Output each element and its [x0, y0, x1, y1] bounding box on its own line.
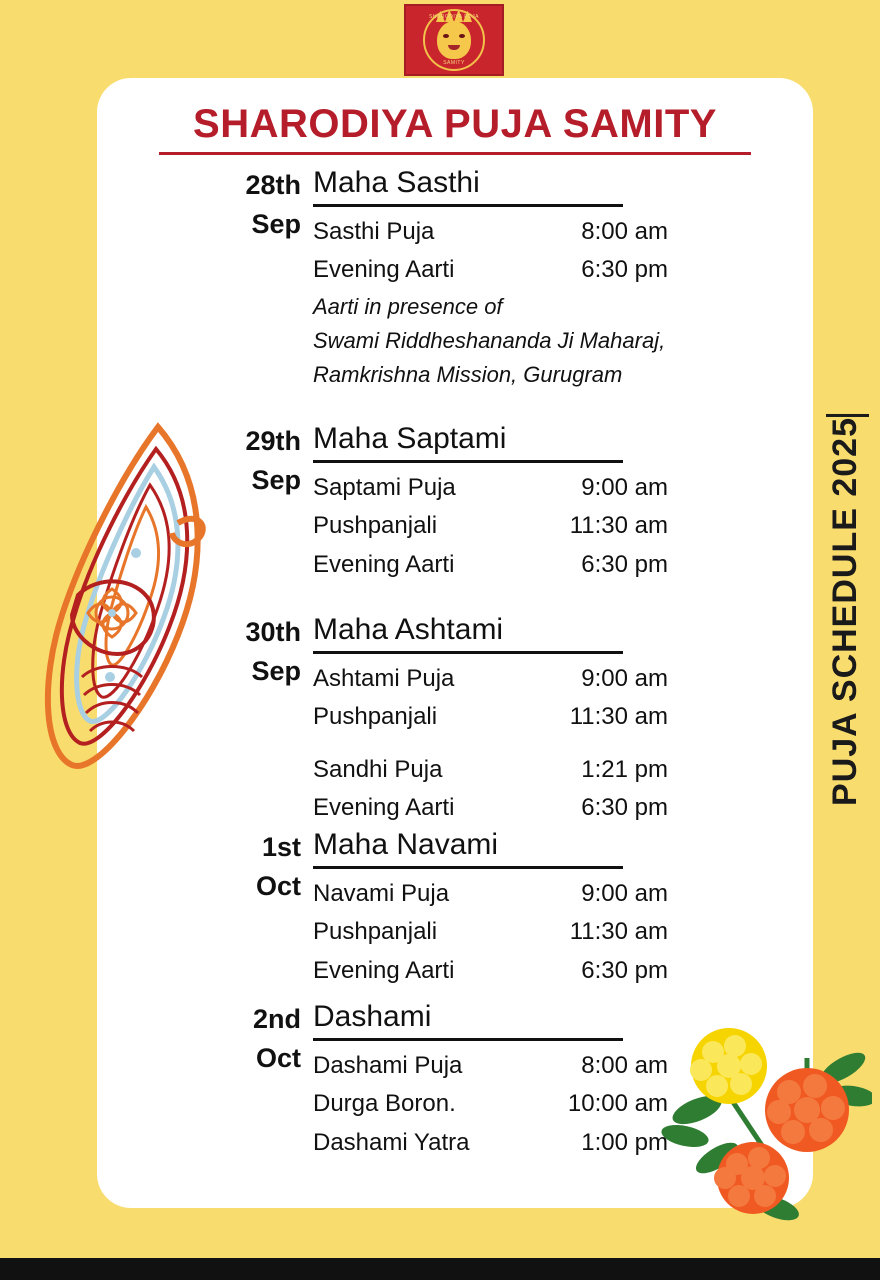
- title-divider: [159, 152, 751, 155]
- date-day: 28th: [245, 170, 301, 200]
- event-time: 9:00 am: [581, 474, 668, 501]
- event-time: 1:00 pm: [581, 1128, 668, 1156]
- day-body: [313, 422, 777, 584]
- event-name: Ashtami Puja: [313, 665, 455, 692]
- event-name: Pushpanjali: [313, 703, 438, 731]
- event-row: [313, 251, 777, 289]
- day-body: [313, 166, 777, 392]
- paisley-ornament: [38, 415, 218, 820]
- date-day: 29th: [245, 426, 301, 456]
- day-title: Maha Ashtami: [313, 613, 623, 654]
- event-name: Pushpanjali: [313, 918, 438, 946]
- bottom-bar: [0, 1258, 880, 1280]
- event-time: 8:00 am: [581, 218, 668, 245]
- event-time: 11:30 am: [569, 918, 668, 946]
- day-title: Maha Sasthi: [313, 166, 623, 207]
- day-body: [313, 828, 777, 990]
- side-title: [820, 330, 874, 890]
- event-row: [313, 913, 777, 951]
- date-label: [217, 422, 313, 584]
- event-time: 11:30 am: [569, 512, 668, 540]
- date-month: Sep: [251, 656, 301, 687]
- event-row: [313, 789, 777, 827]
- date-month: Oct: [255, 1043, 301, 1074]
- event-rows: [313, 660, 777, 828]
- event-row: [313, 751, 777, 789]
- logo-emblem: [423, 9, 485, 71]
- event-name: Sasthi Puja: [313, 218, 435, 245]
- note-line: Aarti in presence of: [313, 293, 503, 319]
- event-row: [313, 952, 777, 990]
- event-name: Evening Aarti: [313, 956, 455, 984]
- event-row: [313, 875, 777, 913]
- event-rows: [313, 875, 777, 990]
- event-name: Evening Aarti: [313, 256, 455, 284]
- event-time: 6:30 pm: [581, 256, 668, 284]
- event-time: 9:00 am: [581, 880, 668, 907]
- samity-logo: [404, 4, 504, 76]
- note-line: Swami Riddheshananda Ji Maharaj,: [313, 327, 666, 353]
- event-row: [313, 546, 777, 584]
- event-rows: [313, 469, 777, 584]
- event-time: 6:30 pm: [581, 794, 668, 822]
- logo-text-bottom: SAMITY: [443, 60, 465, 66]
- event-row: [313, 507, 777, 545]
- logo-text-top: SHARODIYA PUJA: [429, 14, 479, 20]
- event-name: Evening Aarti: [313, 550, 455, 578]
- date-month: Sep: [251, 209, 301, 240]
- event-row: [313, 213, 777, 251]
- event-time: 10:00 am: [567, 1090, 668, 1118]
- day-title: Dashami: [313, 1000, 623, 1041]
- event-name: Durga Boron.: [313, 1090, 456, 1118]
- date-month: Oct: [255, 871, 301, 902]
- date-label: [217, 613, 313, 828]
- page-title: SHARODIYA PUJA SAMITY: [193, 102, 717, 146]
- day-block-saptami: [217, 422, 777, 584]
- day-block-navami: [217, 828, 777, 990]
- event-name: Evening Aarti: [313, 794, 455, 822]
- event-time: 9:00 am: [581, 665, 668, 692]
- day-note: [313, 290, 777, 392]
- day-title: Maha Saptami: [313, 422, 623, 463]
- event-time: 6:30 pm: [581, 956, 668, 984]
- marigold-flowers: [657, 1018, 872, 1228]
- event-name: Dashami Puja: [313, 1052, 463, 1079]
- event-name: Sandhi Puja: [313, 755, 443, 783]
- event-row: [313, 469, 777, 507]
- event-time: 6:30 pm: [581, 550, 668, 578]
- date-month: Sep: [251, 465, 301, 496]
- side-title-text: PUJA SCHEDULE 2025: [826, 414, 869, 806]
- date-day: 1st: [261, 832, 301, 862]
- day-body: [313, 613, 777, 828]
- goddess-face-icon: [437, 21, 471, 59]
- event-row: [313, 698, 777, 736]
- date-label: [217, 828, 313, 990]
- date-label: [217, 166, 313, 392]
- day-block-sasthi: [217, 166, 777, 392]
- note-line: Ramkrishna Mission, Gurugram: [313, 361, 623, 387]
- event-rows: [313, 213, 777, 290]
- event-row: [313, 660, 777, 698]
- event-time: 8:00 am: [581, 1052, 668, 1079]
- event-name: Saptami Puja: [313, 474, 456, 501]
- event-time: 1:21 pm: [581, 755, 668, 783]
- event-name: Navami Puja: [313, 880, 450, 907]
- day-title: Maha Navami: [313, 828, 623, 869]
- day-block-ashtami: [217, 613, 777, 828]
- event-time: 11:30 am: [569, 703, 668, 731]
- date-day: 30th: [245, 617, 301, 647]
- date-label: [217, 1000, 313, 1162]
- date-day: 2nd: [252, 1004, 301, 1034]
- event-name: Pushpanjali: [313, 512, 438, 540]
- event-name: Dashami Yatra: [313, 1128, 470, 1156]
